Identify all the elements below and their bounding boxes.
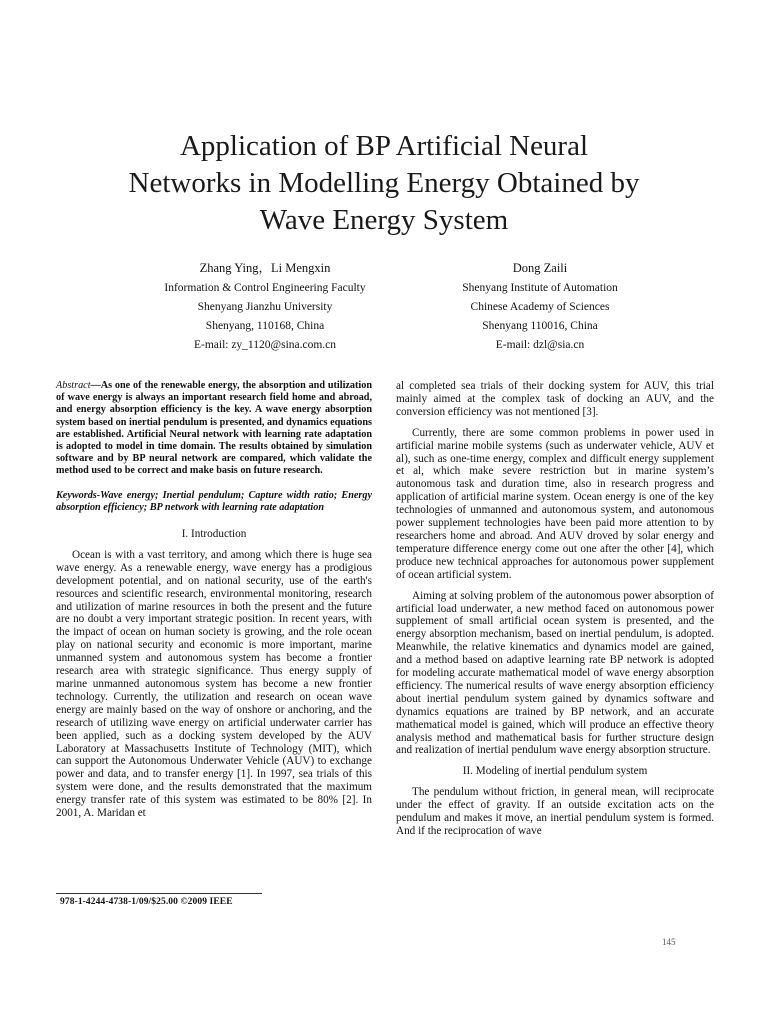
left-column (56, 380, 372, 820)
body-paragraph: Ocean is with a vast territory, and among which there is huge sea wave energy. As a renewable energy, wave energy has a prodigious development potential, and on national security, use of the earth's resources and scientific research, environmental monitoring, research and utilization of marine resources in both the present and the future are no doubt a very important strategic position. In recent years, with the impact of ocean on human society is growing, and the role ocean play on national security and economic is more important, marine unmanned system and autonomous system has become a frontier research area with strategic significance. Thus energy supply of marine unmanned autonomous system has become a new frontier technology. Currently, the utilization and research on ocean wave energy are mainly based on the way of onshore or anchoring, and the research of utilizing wave energy on artificial underwater carrier has been applied, such as a docking system developed by the AUV Laboratory at Massachusetts Institute of Technology (MIT), which can support the Autonomous Underwater Vehicle (AUV) to exchange power and data, and to transfer energy [1]. In 1997, sea trials of this system were done, and the results demonstrated that the maximum energy transfer rate of this system was estimated to be 80% [2]. In 2001, A. Maridan et (56, 548, 372, 820)
body-paragraph: Currently, there are some common problems in power used in artificial marine mobile systems (such as underwater vehicle, AUV et al), such as one-time energy, complex and difficult energy supplement et al, which make severe restriction but in marine system’s autonomous task and duration time, also in research progress and application of artificial marine system. Ocean energy is one of the key technologies of unmanned and autonomous system, and autonomous power supplement technologies have been paid more attention to by researchers home and abroad. And AUV droved by solar energy and temperature difference energy come out one after the other [4], which produce new technical approaches for autonomous power supplement of ocean artificial system. (396, 426, 714, 581)
body-paragraph: The pendulum without friction, in general mean, will reciprocate under the effect of gravity. If an outside excitation acts on the pendulum and makes it move, an inertial pendulum system is formed. And if the reciprocation of wave (396, 786, 714, 837)
title-line-1: Application of BP Artificial Neural (179, 130, 589, 162)
body-paragraph: Aiming at solving problem of the autonomous power absorption of artificial load underwater, a new method faced on autonomous power supplement of small artificial ocean system is presented, and the energy absorption mechanism, based on inertial pendulum, is adopted. Meanwhile, the relative kinematics and dynamics model are gained, and a method based on adaptive learning rate BP network is adopted for modeling accurate mathematical model of wave energy absorption efficiency. The numerical results of wave energy absorption efficiency about inertial pendulum system gained by dynamics software and dynamics equations are trained by BP network, and an accurate mathematical model is gained, which will produce an effective theory analysis method and mathematical basis for further structure design and realization of inertial pendulum wave energy absorption structure. (396, 589, 714, 757)
footnote-divider (56, 893, 262, 894)
abstract-lead: Abstract (56, 380, 91, 391)
title-line-3: Wave Energy System (259, 204, 509, 236)
author-city: Shenyang 110016, China (482, 320, 598, 332)
abstract-text: —As one of the renewable energy, the absorption and utilization of wave energy is always an important research field home and abroad, and energy absorption efficiency is the key. A wave energy absorption system based on inertial pendulum is presented, and dynamics equations are established. Artificial Neural network with learning rate adaptation is adopted to model in time domain. The results obtained by simulation software and by BP neural network are compared, which validate the method used to be correct and make basis on future research. (56, 380, 372, 477)
author-department: Shenyang Institute of Automation (462, 282, 618, 294)
author-block-left (120, 257, 410, 355)
author-city: Shenyang, 110168, China (205, 320, 325, 332)
keywords: Keywords-Wave energy; Inertial pendulum; Capture width ratio; Energy absorption efficiency; BP network with learning rate adaptation (56, 489, 372, 513)
author-department: Information & Control Engineering Faculty (164, 282, 366, 294)
author-university: Chinese Academy of Sciences (470, 301, 610, 313)
author-block-right (400, 257, 680, 355)
author-university: Shenyang Jianzhu University (197, 301, 333, 313)
author-names: Dong Zaili (512, 261, 568, 275)
author-email: E-mail: zy_1120@sina.com.cn (193, 339, 337, 351)
title-line-2: Networks in Modelling Energy Obtained by (128, 167, 640, 199)
page-number: 145 (662, 937, 676, 947)
paper-title (60, 128, 708, 239)
right-column (396, 380, 714, 838)
body-paragraph: al completed sea trials of their docking system for AUV, this trial mainly aimed at the complex task of docking an AUV, and the conversion efficiency was not mentioned [3]. (396, 380, 714, 418)
copyright-footnote: 978-1-4244-4738-1/09/$25.00 ©2009 IEEE (60, 897, 233, 907)
abstract (56, 380, 372, 478)
author-names: Zhang Ying，Li Mengxin (199, 261, 331, 275)
section-heading-introduction: I. Introduction (181, 528, 247, 541)
section-heading-modeling: II. Modeling of inertial pendulum system (462, 765, 648, 778)
author-email: E-mail: dzl@sia.cn (495, 339, 585, 351)
